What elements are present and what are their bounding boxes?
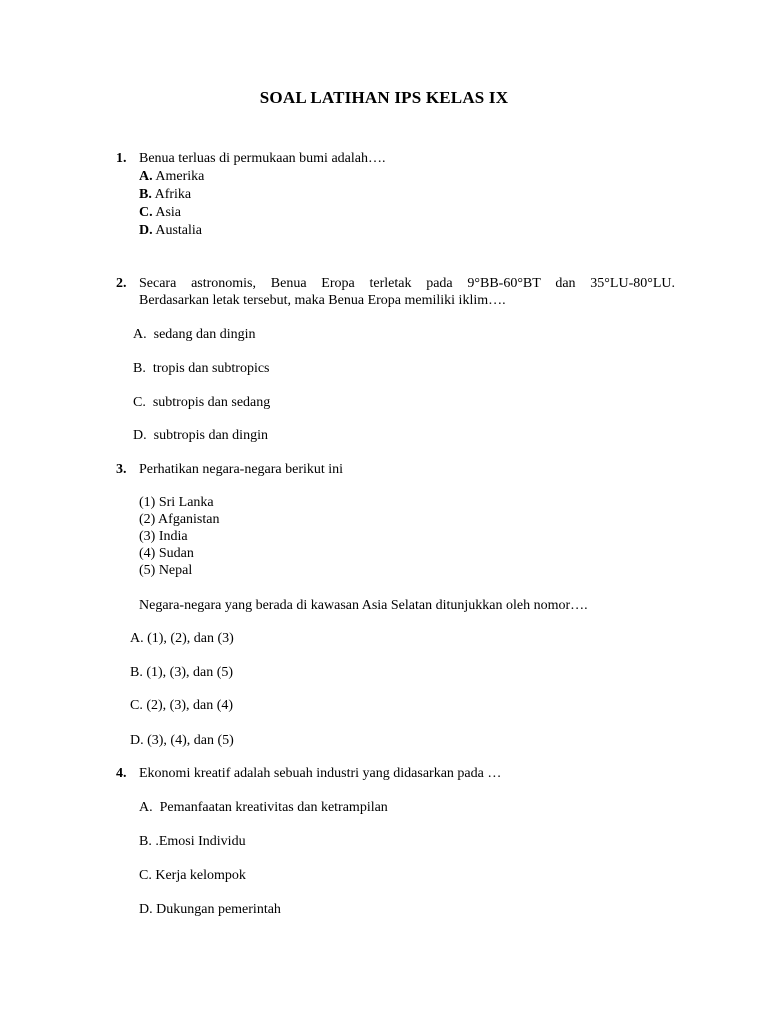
question-4-number: 4. bbox=[116, 766, 127, 781]
option-letter: B. bbox=[133, 361, 146, 376]
question-1-option-b bbox=[139, 186, 191, 204]
option-letter: A. bbox=[133, 327, 147, 342]
question-1-option-c bbox=[139, 204, 181, 222]
question-1-text: Benua terluas di permukaan bumi adalah…. bbox=[139, 151, 386, 166]
question-4-option-d bbox=[139, 901, 281, 919]
option-letter: A. bbox=[139, 800, 153, 815]
question-2-text-line-2: Berdasarkan letak tersebut, maka Benua Eropa memiliki iklim…. bbox=[139, 293, 506, 308]
option-text: Dukungan pemerintah bbox=[156, 902, 281, 917]
option-letter: B. . bbox=[139, 834, 159, 849]
question-3-list-item: (4) Sudan bbox=[139, 546, 194, 561]
option-text: Kerja kelompok bbox=[155, 868, 246, 883]
question-3-list-item: (2) Afganistan bbox=[139, 512, 220, 527]
question-2-option-b bbox=[133, 360, 270, 378]
option-text: Emosi Individu bbox=[158, 834, 246, 849]
question-2-number: 2. bbox=[116, 276, 127, 291]
option-text: Pemanfaatan kreativitas dan ketrampilan bbox=[159, 800, 388, 815]
option-letter: C. bbox=[133, 395, 146, 410]
question-4-option-a bbox=[139, 799, 388, 817]
option-text: tropis dan subtropics bbox=[152, 361, 270, 376]
option-text: Austalia bbox=[155, 223, 203, 238]
option-text: Amerika bbox=[155, 169, 205, 184]
question-2-option-c bbox=[133, 394, 270, 412]
question-3-list-item: (3) India bbox=[139, 529, 188, 544]
question-3-option-c: C. (2), (3), dan (4) bbox=[130, 698, 234, 713]
question-3-list-item: (5) Nepal bbox=[139, 563, 193, 578]
option-letter: D. bbox=[133, 428, 147, 443]
question-3-prompt: Negara-negara yang berada di kawasan Asia Selatan ditunjukkan oleh nomor…. bbox=[139, 598, 588, 613]
question-2-option-d bbox=[133, 427, 268, 445]
option-text: Asia bbox=[155, 205, 182, 220]
option-letter: D. bbox=[139, 902, 153, 917]
page-title: SOAL LATIHAN IPS KELAS IX bbox=[259, 88, 509, 107]
question-3-text: Perhatikan negara-negara berikut ini bbox=[139, 462, 344, 477]
option-letter: C. bbox=[139, 205, 153, 220]
question-3-option-d: D. (3), (4), dan (5) bbox=[130, 733, 234, 748]
question-1-option-a bbox=[139, 168, 204, 186]
question-3-option-a: A. (1), (2), dan (3) bbox=[130, 631, 234, 646]
option-text: subtropis dan sedang bbox=[152, 395, 271, 410]
option-letter: D. bbox=[139, 223, 153, 238]
question-1-number: 1. bbox=[116, 151, 127, 166]
option-letter: A. bbox=[139, 169, 153, 184]
option-text: subtropis dan dingin bbox=[153, 428, 268, 443]
option-letter: B. bbox=[139, 187, 152, 202]
question-4-text: Ekonomi kreatif adalah sebuah industri yang didasarkan pada … bbox=[139, 766, 502, 781]
option-letter: C. bbox=[139, 868, 152, 883]
question-3-number: 3. bbox=[116, 462, 127, 477]
question-3-option-b: B. (1), (3), dan (5) bbox=[130, 665, 234, 680]
question-2-text-line-1: Secara astronomis, Benua Eropa terletak pada 9°BB-60°BT dan 35°LU-80°LU. bbox=[139, 276, 675, 291]
option-text: sedang dan dingin bbox=[153, 327, 256, 342]
question-4-option-c bbox=[139, 867, 246, 885]
question-4-option-b bbox=[139, 833, 246, 851]
question-3-list-item: (1) Sri Lanka bbox=[139, 495, 214, 510]
question-1-option-d bbox=[139, 222, 202, 240]
question-2-option-a bbox=[133, 326, 256, 344]
option-text: Afrika bbox=[154, 187, 192, 202]
